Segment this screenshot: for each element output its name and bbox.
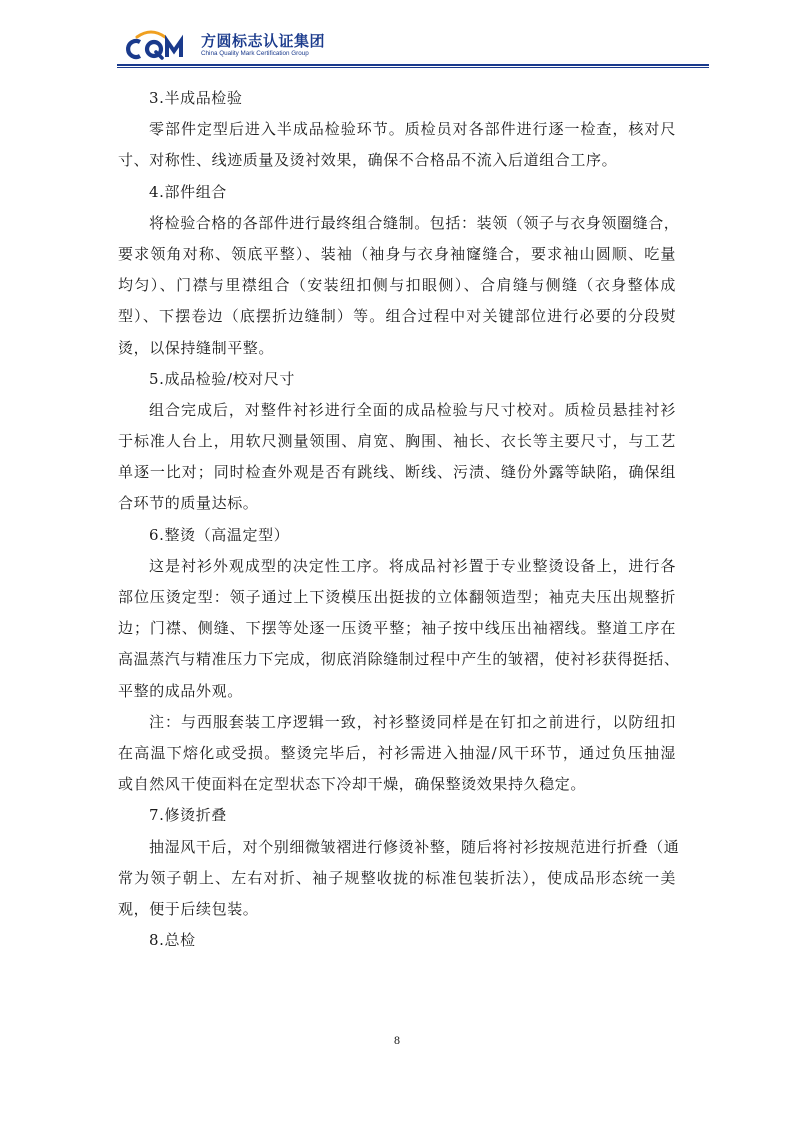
paragraph-line: 边；门襟、侧缝、下摆等处逐一压烫平整；袖子按中线压出袖褶线。整道工序在 — [118, 619, 676, 638]
paragraph-line: 常为领子朝上、左右对折、袖子规整收拢的标准包装折法），使成品形态统一美 — [118, 868, 676, 887]
paragraph-line: 抽湿风干后，对个别细微皱褶进行修烫补整，随后将衬衫按规范进行折叠（通 — [149, 837, 680, 856]
paragraph-line: 部位压烫定型：领子通过上下烫模压出挺拔的立体翻领造型；袖克夫压出规整折 — [118, 588, 676, 606]
paragraph-line: 单逐一比对；同时检查外观是否有跳线、断线、污渍、缝份外露等缺陷，确保组 — [118, 463, 676, 482]
section-heading: 5.成品检验/校对尺寸 — [149, 369, 295, 388]
section-heading: 3.半成品检验 — [149, 89, 243, 107]
section-heading: 6.整烫（高温定型） — [149, 525, 290, 544]
paragraph-line: 在高温下熔化或受损。整烫完毕后，衬衫需进入抽湿/风干环节，通过负压抽湿 — [118, 743, 676, 762]
company-name-cn: 方圆标志认证集团 — [201, 32, 326, 50]
paragraph-line: 寸、对称性、线迹质量及烫衬效果，确保不合格品不流入后道组合工序。 — [118, 151, 618, 170]
paragraph-line: 高温蒸汽与精准压力下完成，彻底消除缝制过程中产生的皱褶，使衬衫获得挺括、 — [118, 650, 680, 669]
section-heading: 7.修烫折叠 — [149, 806, 227, 825]
page-number: 8 — [394, 1033, 400, 1047]
cqm-logo-icon — [123, 30, 197, 60]
paragraph-line: 烫，以保持缝制平整。 — [118, 338, 275, 357]
cqm-logo — [123, 30, 197, 60]
paragraph-line: 于标准人台上，用软尺测量领围、肩宽、胸围、袖长、衣长等主要尺寸，与工艺 — [118, 432, 676, 451]
header-divider-thin — [117, 67, 709, 68]
paragraph-line: 零部件定型后进入半成品检验环节。质检员对各部件进行逐一检查，核对尺 — [149, 120, 676, 139]
company-name-en: China Quality Mark Certification Group — [201, 50, 309, 57]
header-divider — [117, 64, 709, 66]
paragraph-line: 观，便于后续包装。 — [118, 899, 259, 918]
company-name-block — [201, 32, 325, 58]
page-header — [117, 22, 709, 68]
paragraph-line: 要求领角对称、领底平整）、装袖（袖身与衣身袖窿缝合，要求袖山圆顺、吃量 — [118, 244, 676, 263]
paragraph-line: 型）、下摆卷边（底摆折边缝制）等。组合过程中对关键部位进行必要的分段熨 — [118, 307, 676, 326]
paragraph-line: 这是衬衫外观成型的决定性工序。将成品衬衫置于专业整烫设备上，进行各 — [149, 556, 676, 575]
paragraph-line: 平整的成品外观。 — [118, 681, 243, 700]
document-body — [118, 83, 680, 956]
paragraph-line: 或自然风干使面料在定型状态下冷却干燥，确保整烫效果持久稳定。 — [118, 775, 587, 794]
paragraph-line: 合环节的质量达标。 — [118, 494, 259, 513]
section-heading: 8.总检 — [149, 931, 196, 950]
paragraph-line: 注：与西服套装工序逻辑一致，衬衫整烫同样是在钉扣之前进行，以防纽扣 — [149, 712, 676, 731]
section-heading: 4.部件组合 — [149, 182, 227, 201]
paragraph-line: 将检验合格的各部件进行最终组合缝制。包括：装领（领子与衣身领圈缝合， — [149, 213, 680, 232]
paragraph-line: 组合完成后，对整件衬衫进行全面的成品检验与尺寸校对。质检员悬挂衬衫 — [149, 400, 676, 419]
paragraph-line: 均匀）、门襟与里襟组合（安装纽扣侧与扣眼侧）、合肩缝与侧缝（衣身整体成 — [118, 276, 676, 295]
